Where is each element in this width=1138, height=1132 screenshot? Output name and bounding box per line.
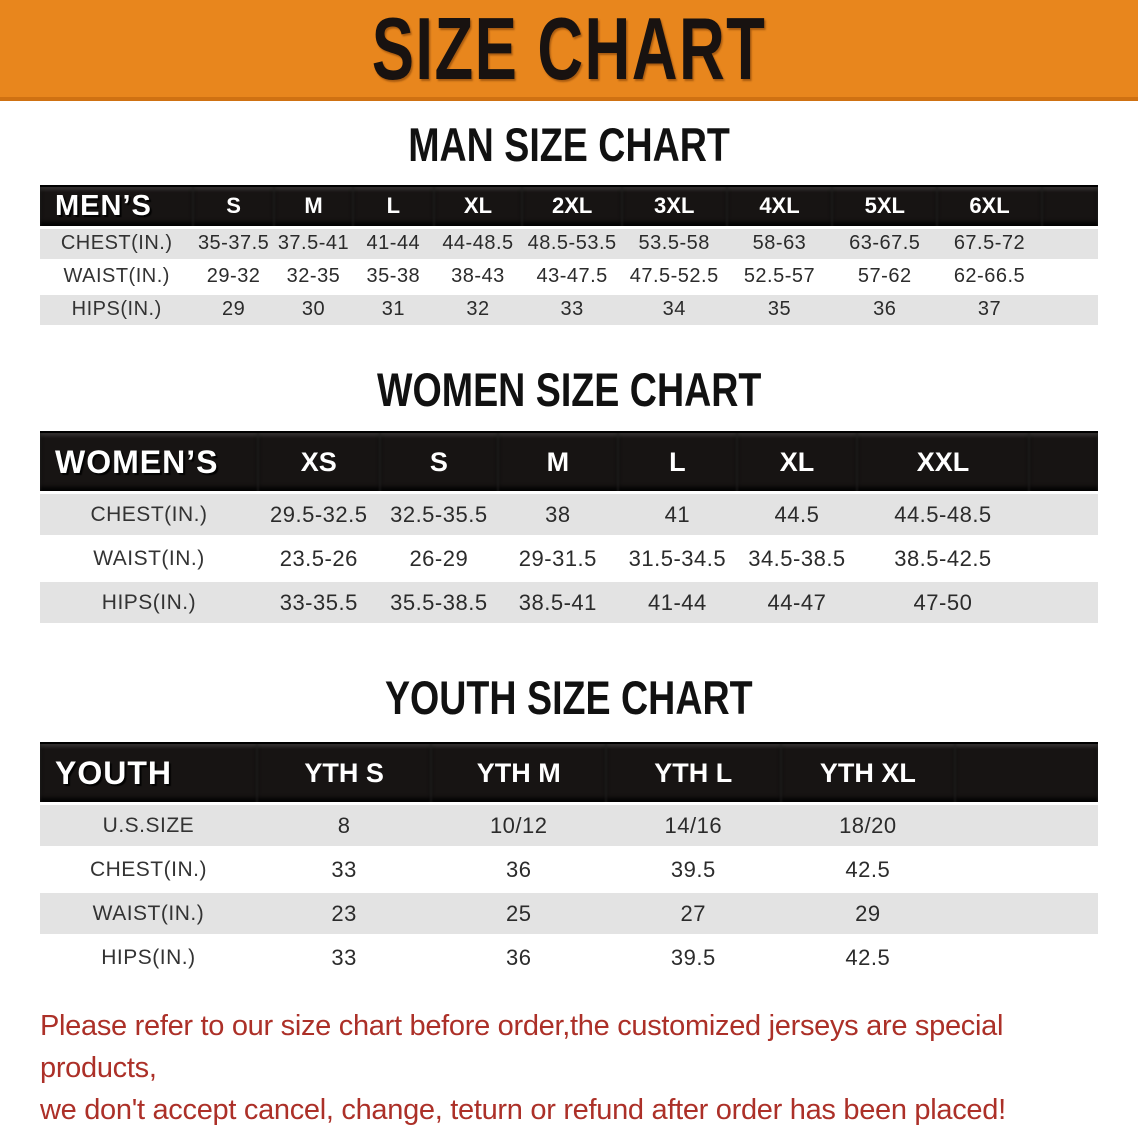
measurement-value-cell: 41-44	[618, 582, 738, 626]
measurement-value-cell: 29.5-32.5	[258, 494, 380, 538]
row-filler	[1029, 582, 1098, 626]
measurement-value-cell: 57-62	[832, 262, 937, 295]
size-column-header: YTH L	[606, 742, 781, 805]
measurement-value-cell: 30	[274, 295, 353, 328]
youth-size-table	[40, 742, 1098, 981]
size-column-header: S	[380, 431, 498, 494]
measurement-value-cell: 8	[257, 805, 432, 849]
measurement-value-cell: 35-38	[353, 262, 433, 295]
header-filler	[955, 742, 1098, 805]
measurement-row-label: WAIST(IN.)	[40, 893, 257, 937]
measurement-value-cell: 42.5	[781, 937, 956, 981]
measurement-value-cell: 38.5-41	[498, 582, 618, 626]
measurement-value-cell: 41-44	[353, 229, 433, 262]
measurement-value-cell: 47.5-52.5	[622, 262, 727, 295]
measurement-value-cell: 44.5-48.5	[857, 494, 1029, 538]
measurement-value-cell: 43-47.5	[522, 262, 621, 295]
measurement-value-cell: 63-67.5	[832, 229, 937, 262]
table-row	[40, 229, 1098, 262]
measurement-value-cell: 58-63	[727, 229, 833, 262]
measurement-value-cell: 39.5	[606, 937, 781, 981]
row-filler	[955, 893, 1098, 937]
measurement-value-cell: 44.5	[737, 494, 857, 538]
youth-section-heading	[0, 672, 1138, 724]
page-title: SIZE CHART	[371, 0, 767, 98]
measurement-row-label: HIPS(IN.)	[40, 295, 193, 328]
size-column-header: M	[274, 185, 353, 229]
men-corner-label: MEN’S	[40, 185, 193, 229]
measurement-row-label: HIPS(IN.)	[40, 582, 258, 626]
disclaimer-line-1: Please refer to our size chart before order,the customized jerseys are special products,	[40, 1010, 1004, 1085]
men-size-table	[40, 185, 1098, 328]
measurement-value-cell: 37.5-41	[274, 229, 353, 262]
header-filler	[1042, 185, 1098, 229]
measurement-value-cell: 33	[257, 937, 432, 981]
men-section-heading-text: MAN SIZE CHART	[408, 118, 730, 171]
measurement-value-cell: 36	[431, 937, 606, 981]
women-size-table	[40, 431, 1098, 626]
measurement-row-label: CHEST(IN.)	[40, 849, 257, 893]
table-row	[40, 893, 1098, 937]
table-row	[40, 538, 1098, 582]
row-filler	[1042, 229, 1098, 262]
measurement-value-cell: 31	[353, 295, 433, 328]
row-filler	[1029, 494, 1098, 538]
measurement-value-cell: 29-32	[193, 262, 273, 295]
disclaimer-line-2: we don't accept cancel, change, teturn or refund after order has been placed!	[40, 1094, 1006, 1127]
measurement-value-cell: 44-48.5	[434, 229, 523, 262]
measurement-value-cell: 10/12	[431, 805, 606, 849]
measurement-value-cell: 37	[937, 295, 1042, 328]
size-column-header: YTH M	[431, 742, 606, 805]
measurement-value-cell: 38-43	[434, 262, 523, 295]
measurement-value-cell: 35.5-38.5	[380, 582, 498, 626]
measurement-value-cell: 33	[522, 295, 621, 328]
size-column-header: 4XL	[727, 185, 833, 229]
measurement-value-cell: 44-47	[737, 582, 857, 626]
size-column-header: 3XL	[622, 185, 727, 229]
measurement-value-cell: 42.5	[781, 849, 956, 893]
measurement-value-cell: 53.5-58	[622, 229, 727, 262]
measurement-value-cell: 18/20	[781, 805, 956, 849]
measurement-value-cell: 23	[257, 893, 432, 937]
women-header-row	[40, 431, 1098, 494]
size-column-header: 5XL	[832, 185, 937, 229]
size-column-header: XL	[737, 431, 857, 494]
measurement-value-cell: 62-66.5	[937, 262, 1042, 295]
measurement-value-cell: 29	[781, 893, 956, 937]
measurement-value-cell: 32	[434, 295, 523, 328]
table-row	[40, 582, 1098, 626]
title-banner	[0, 0, 1138, 101]
row-filler	[955, 805, 1098, 849]
table-row	[40, 295, 1098, 328]
measurement-value-cell: 29-31.5	[498, 538, 618, 582]
measurement-row-label: CHEST(IN.)	[40, 229, 193, 262]
measurement-value-cell: 25	[431, 893, 606, 937]
table-row	[40, 937, 1098, 981]
measurement-value-cell: 27	[606, 893, 781, 937]
youth-header-row	[40, 742, 1098, 805]
youth-section-heading-text: YOUTH SIZE CHART	[385, 671, 753, 725]
size-column-header: L	[353, 185, 433, 229]
measurement-value-cell: 14/16	[606, 805, 781, 849]
measurement-value-cell: 52.5-57	[727, 262, 833, 295]
row-filler	[1029, 538, 1098, 582]
row-filler	[1042, 262, 1098, 295]
measurement-row-label: WAIST(IN.)	[40, 262, 193, 295]
measurement-value-cell: 32-35	[274, 262, 353, 295]
measurement-value-cell: 47-50	[857, 582, 1029, 626]
header-filler	[1029, 431, 1098, 494]
measurement-row-label: CHEST(IN.)	[40, 494, 258, 538]
measurement-value-cell: 29	[193, 295, 273, 328]
size-column-header: 2XL	[522, 185, 621, 229]
measurement-row-label: HIPS(IN.)	[40, 937, 257, 981]
size-column-header: M	[498, 431, 618, 494]
table-row	[40, 805, 1098, 849]
men-header-row	[40, 185, 1098, 229]
measurement-value-cell: 67.5-72	[937, 229, 1042, 262]
measurement-value-cell: 34	[622, 295, 727, 328]
size-column-header: L	[618, 431, 738, 494]
measurement-value-cell: 32.5-35.5	[380, 494, 498, 538]
measurement-value-cell: 39.5	[606, 849, 781, 893]
size-column-header: YTH XL	[781, 742, 956, 805]
men-section-heading	[0, 119, 1138, 171]
row-filler	[955, 849, 1098, 893]
measurement-value-cell: 38.5-42.5	[857, 538, 1029, 582]
women-corner-label: WOMEN’S	[40, 431, 258, 494]
size-column-header: XXL	[857, 431, 1029, 494]
measurement-value-cell: 35-37.5	[193, 229, 273, 262]
measurement-value-cell: 35	[727, 295, 833, 328]
measurement-row-label: U.S.SIZE	[40, 805, 257, 849]
women-section-heading	[0, 364, 1138, 416]
measurement-value-cell: 36	[431, 849, 606, 893]
size-column-header: YTH S	[257, 742, 432, 805]
measurement-value-cell: 31.5-34.5	[618, 538, 738, 582]
measurement-row-label: WAIST(IN.)	[40, 538, 258, 582]
youth-corner-label: YOUTH	[40, 742, 257, 805]
size-column-header: XL	[434, 185, 523, 229]
measurement-value-cell: 34.5-38.5	[737, 538, 857, 582]
measurement-value-cell: 41	[618, 494, 738, 538]
size-column-header: 6XL	[937, 185, 1042, 229]
women-section-heading-text: WOMEN SIZE CHART	[376, 362, 762, 416]
measurement-value-cell: 38	[498, 494, 618, 538]
size-column-header: XS	[258, 431, 380, 494]
measurement-value-cell: 33	[257, 849, 432, 893]
measurement-value-cell: 36	[832, 295, 937, 328]
table-row	[40, 262, 1098, 295]
row-filler	[955, 937, 1098, 981]
table-row	[40, 494, 1098, 538]
measurement-value-cell: 48.5-53.5	[522, 229, 621, 262]
table-row	[40, 849, 1098, 893]
measurement-value-cell: 26-29	[380, 538, 498, 582]
measurement-value-cell: 23.5-26	[258, 538, 380, 582]
size-column-header: S	[193, 185, 273, 229]
disclaimer	[40, 1005, 1110, 1131]
row-filler	[1042, 295, 1098, 328]
measurement-value-cell: 33-35.5	[258, 582, 380, 626]
